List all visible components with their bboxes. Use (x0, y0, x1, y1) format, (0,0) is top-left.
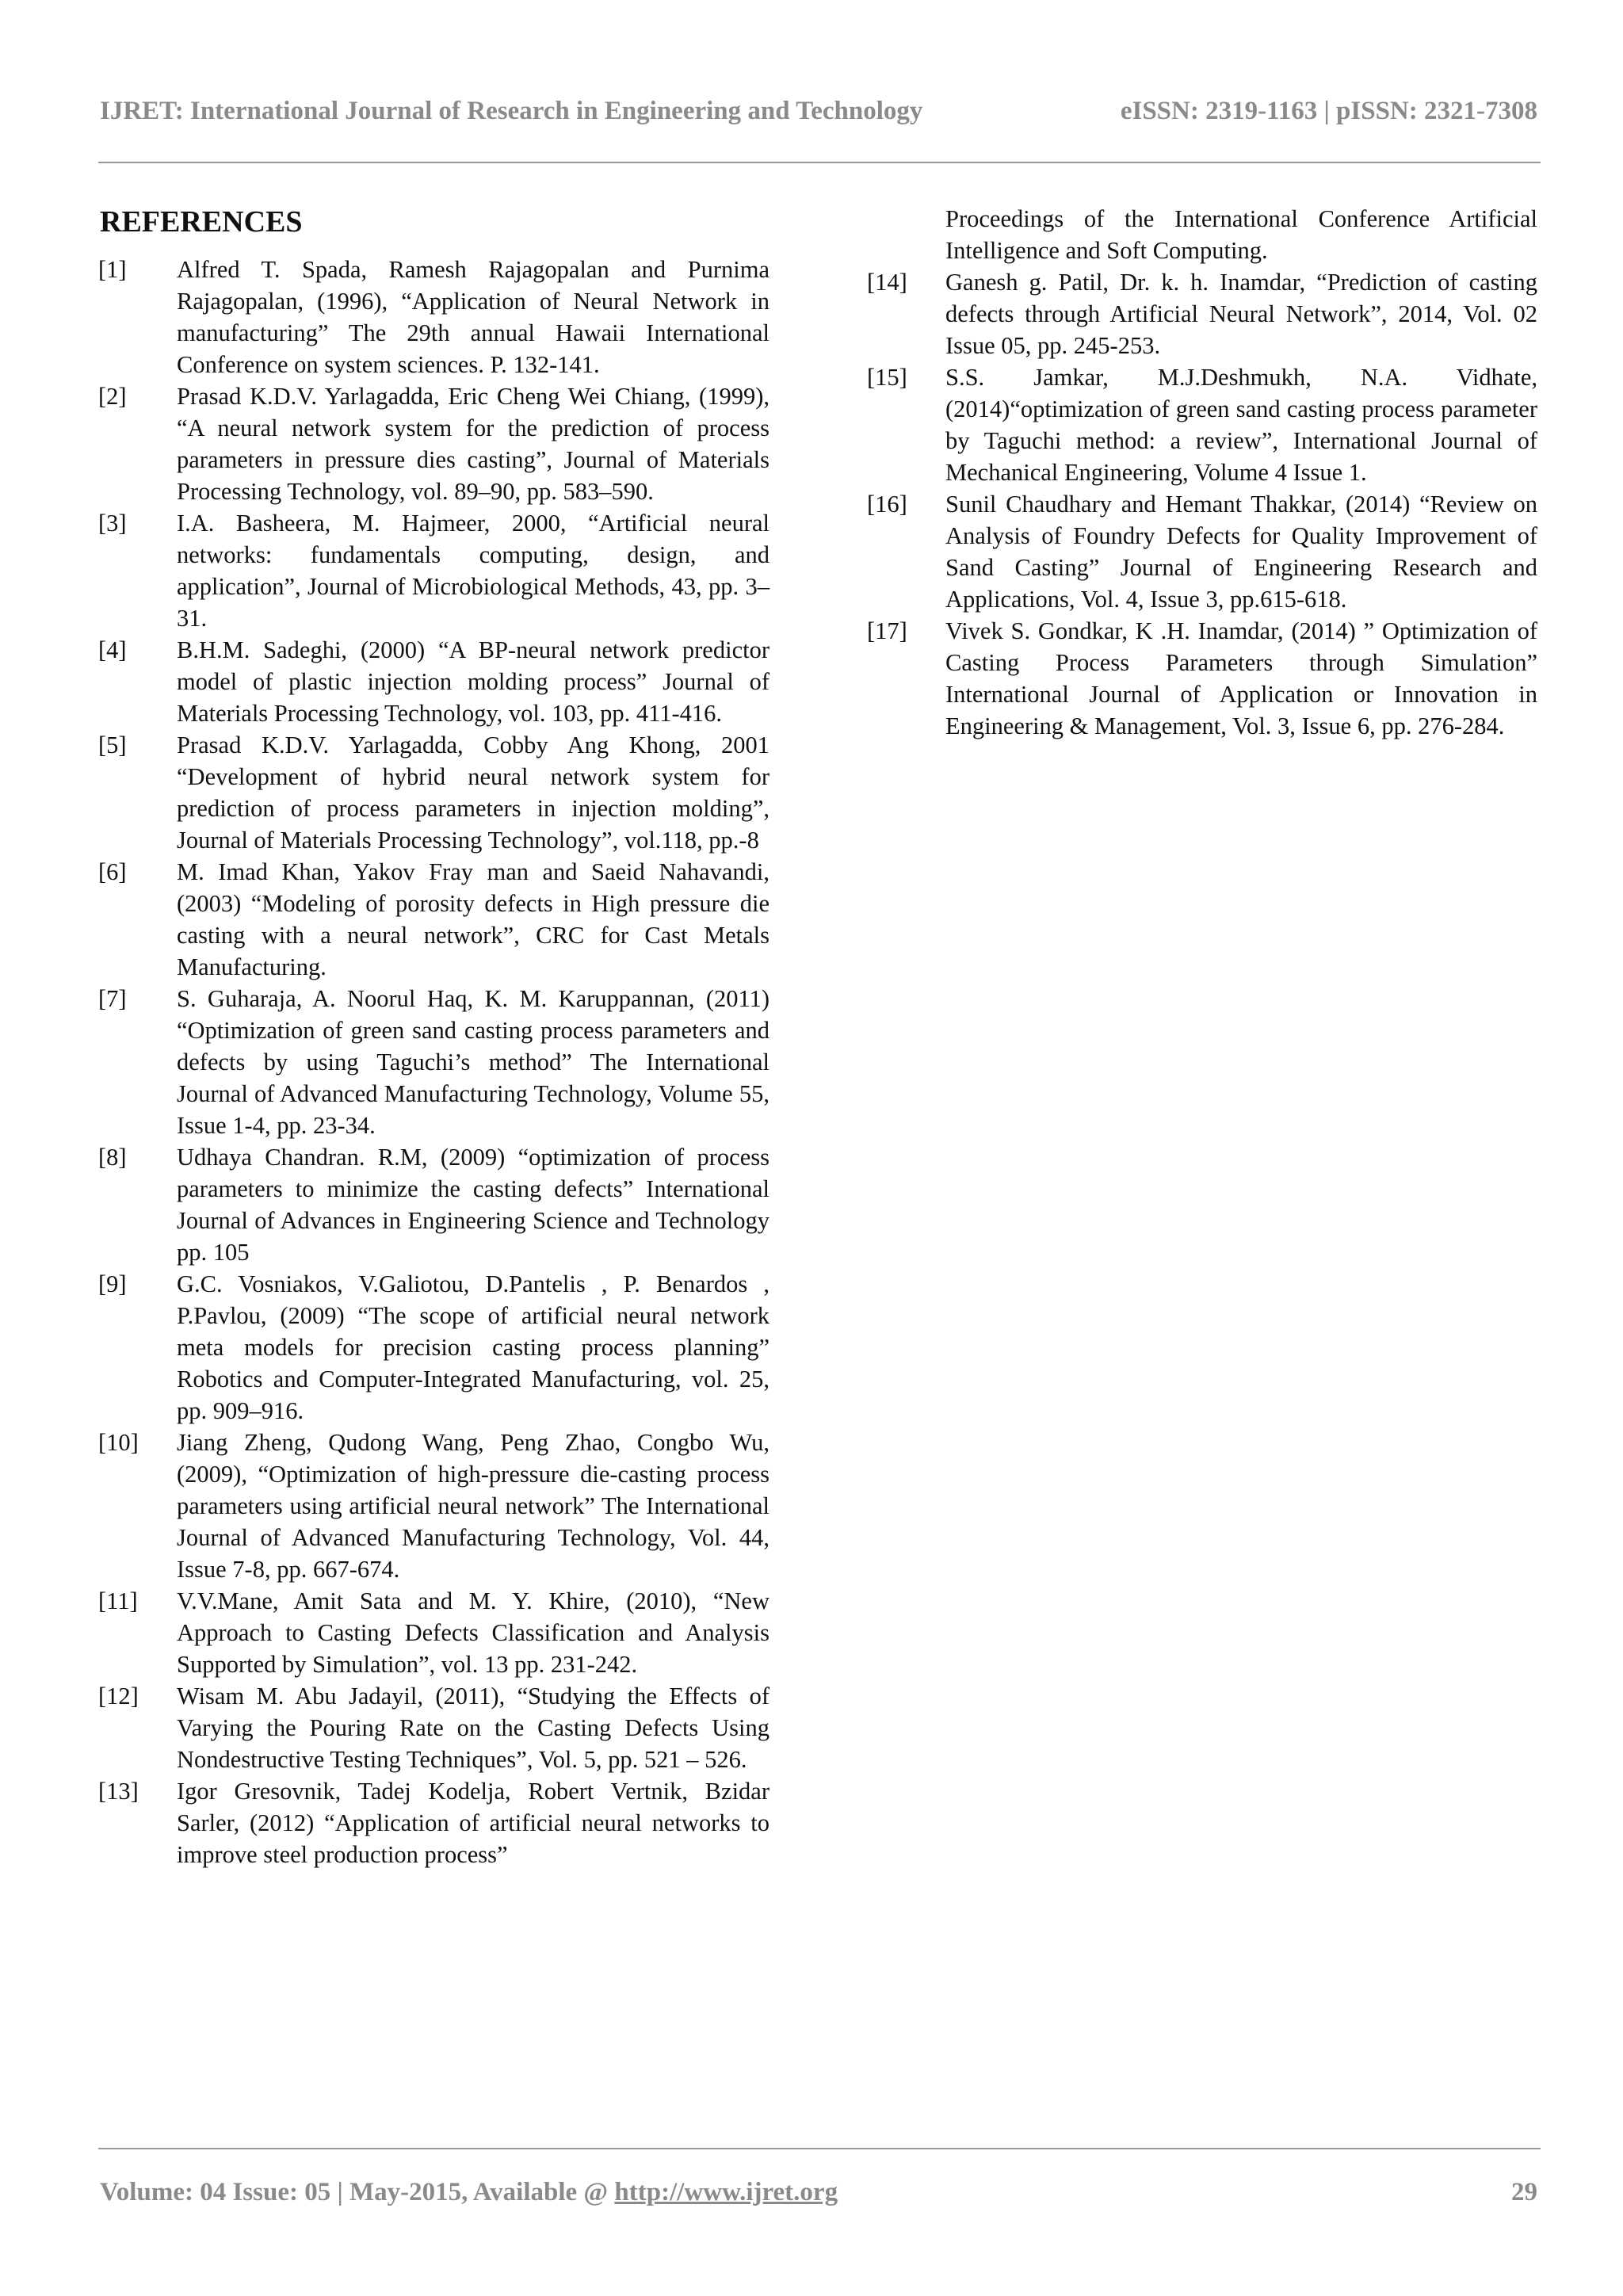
reference-item (98, 729, 769, 856)
journal-link[interactable]: http://www.ijret.org (614, 2178, 838, 2206)
header-rule (98, 162, 1541, 163)
reference-item (98, 1680, 769, 1775)
reference-number: [17] (867, 617, 907, 644)
reference-text: Sunil Chaudhary and Hemant Thakkar, (2014) “Review on Analysis of Foundry Defects for Quality Improvement of Sand Casting” Journal of Engineering Research and Applications, Vol. 4, Issue 3, pp.615-618. (945, 491, 1537, 613)
reference-item (867, 266, 1537, 361)
reference-item (98, 507, 769, 634)
reference-text: Igor Gresovnik, Tadej Kodelja, Robert Vertnik, Bzidar Sarler, (2012) “Application of artificial neural networks to improve steel production process” (177, 1778, 769, 1868)
reference-continuation: Proceedings of the International Conference Artificial Intelligence and Soft Computing. (945, 205, 1537, 264)
reference-text: Prasad K.D.V. Yarlagadda, Eric Cheng Wei Chiang, (1999), “A neural network system for the prediction of process parameters in pressure dies casting”, Journal of Materials Processing Technology, vol. 89–90, pp. 583–590. (177, 383, 769, 505)
reference-text: Alfred T. Spada, Ramesh Rajagopalan and Purnima Rajagopalan, (1996), “Application of Neural Network in manufacturing” The 29th annual Hawaii International Conference on system sciences. P. 132-141. (177, 256, 769, 378)
reference-number: [9] (98, 1270, 127, 1297)
reference-text: Ganesh g. Patil, Dr. k. h. Inamdar, “Prediction of casting defects through Artificial Neural Network”, 2014, Vol. 02 Issue 05, pp. 245-253. (945, 269, 1537, 359)
reference-number: [12] (98, 1683, 139, 1710)
reference-text: M. Imad Khan, Yakov Fray man and Saeid Nahavandi, (2003) “Modeling of porosity defects in High pressure die casting with a neural network”, CRC for Cast Metals Manufacturing. (177, 858, 769, 980)
references-heading: REFERENCES (100, 205, 303, 239)
reference-number: [14] (867, 269, 907, 296)
reference-item (867, 615, 1537, 742)
issn: eISSN: 2319-1163 | pISSN: 2321-7308 (1120, 97, 1537, 125)
reference-text: S.S. Jamkar, M.J.Deshmukh, N.A. Vidhate, (2014)“optimization of green sand casting process parameter by Taguchi method: a review”, International Journal of Mechanical Engineering, Volume 4 Issue 1. (945, 364, 1537, 486)
reference-number: [16] (867, 491, 907, 518)
journal-title: IJRET: International Journal of Research in Engineering and Technology (100, 97, 923, 125)
reference-number: [11] (98, 1587, 138, 1614)
reference-number: [4] (98, 636, 127, 663)
running-header (100, 97, 1537, 126)
reference-item (867, 488, 1537, 615)
reference-text: Vivek S. Gondkar, K .H. Inamdar, (2014) ” Optimization of Casting Process Parameters through Simulation” International Journal of Application or Innovation in Engineering & Management, Vol. 3, Issue 6, pp. 276-284. (945, 617, 1537, 739)
reference-item (98, 1141, 769, 1268)
reference-text: S. Guharaja, A. Noorul Haq, K. M. Karuppannan, (2011) “Optimization of green sand casting process parameters and defects by using Taguchi’s method” The International Journal of Advanced Manufacturing Technology, Volume 55, Issue 1-4, pp. 23-34. (177, 985, 769, 1139)
references-column-left (98, 254, 769, 1870)
reference-number: [3] (98, 510, 127, 537)
reference-item (98, 1775, 769, 1870)
reference-number: [2] (98, 383, 127, 410)
reference-number: [10] (98, 1429, 139, 1456)
reference-text: Prasad K.D.V. Yarlagadda, Cobby Ang Khong, 2001 “Development of hybrid neural network system for prediction of process parameters in injection molding”, Journal of Materials Processing Technology”, vol.118, pp.-8 (177, 732, 769, 854)
reference-number: [8] (98, 1144, 127, 1171)
reference-number: [6] (98, 858, 127, 885)
reference-item (98, 983, 769, 1141)
reference-text: Udhaya Chandran. R.M, (2009) “optimization of process parameters to minimize the casting defects” International Journal of Advances in Engineering Science and Technology pp. 105 (177, 1144, 769, 1266)
reference-item (98, 380, 769, 507)
running-footer (100, 2178, 1537, 2207)
reference-number: [7] (98, 985, 127, 1012)
reference-number: [5] (98, 732, 127, 758)
footer-rule (98, 2148, 1541, 2149)
reference-text: V.V.Mane, Amit Sata and M. Y. Khire, (2010), “New Approach to Casting Defects Classification and Analysis Supported by Simulation”, vol. 13 pp. 231-242. (177, 1587, 769, 1678)
reference-text: G.C. Vosniakos, V.Galiotou, D.Pantelis , P. Benardos , P.Pavlou, (2009) “The scope of artificial neural network meta models for precision casting process planning” Robotics and Computer-Integrated Manufacturing, vol. 25, pp. 909–916. (177, 1270, 769, 1424)
reference-item (98, 634, 769, 729)
reference-item (98, 1427, 769, 1585)
reference-number: [1] (98, 256, 127, 283)
reference-item (867, 361, 1537, 488)
reference-item (98, 856, 769, 983)
reference-number: [13] (98, 1778, 139, 1805)
page-number: 29 (1511, 2178, 1537, 2206)
reference-text: Jiang Zheng, Qudong Wang, Peng Zhao, Congbo Wu, (2009), “Optimization of high-pressure die-casting process parameters using artificial neural network” The International Journal of Advanced Manufacturing Technology, Vol. 44, Issue 7-8, pp. 667-674. (177, 1429, 769, 1583)
reference-item (98, 1268, 769, 1427)
reference-text: Wisam M. Abu Jadayil, (2011), “Studying the Effects of Varying the Pouring Rate on the Casting Defects Using Nondestructive Testing Techniques”, Vol. 5, pp. 521 – 526. (177, 1683, 769, 1773)
footer-volume-info (100, 2178, 838, 2207)
reference-number: [15] (867, 364, 907, 391)
volume-text: Volume: 04 Issue: 05 | May-2015, Available @ (100, 2178, 609, 2206)
references-column-right (867, 203, 1537, 742)
reference-text: I.A. Basheera, M. Hajmeer, 2000, “Artificial neural networks: fundamentals computing, design, and application”, Journal of Microbiological Methods, 43, pp. 3–31. (177, 510, 769, 632)
reference-text: B.H.M. Sadeghi, (2000) “A BP-neural network predictor model of plastic injection molding process” Journal of Materials Processing Technology, vol. 103, pp. 411-416. (177, 636, 769, 727)
reference-item (98, 1585, 769, 1680)
reference-item (98, 254, 769, 380)
